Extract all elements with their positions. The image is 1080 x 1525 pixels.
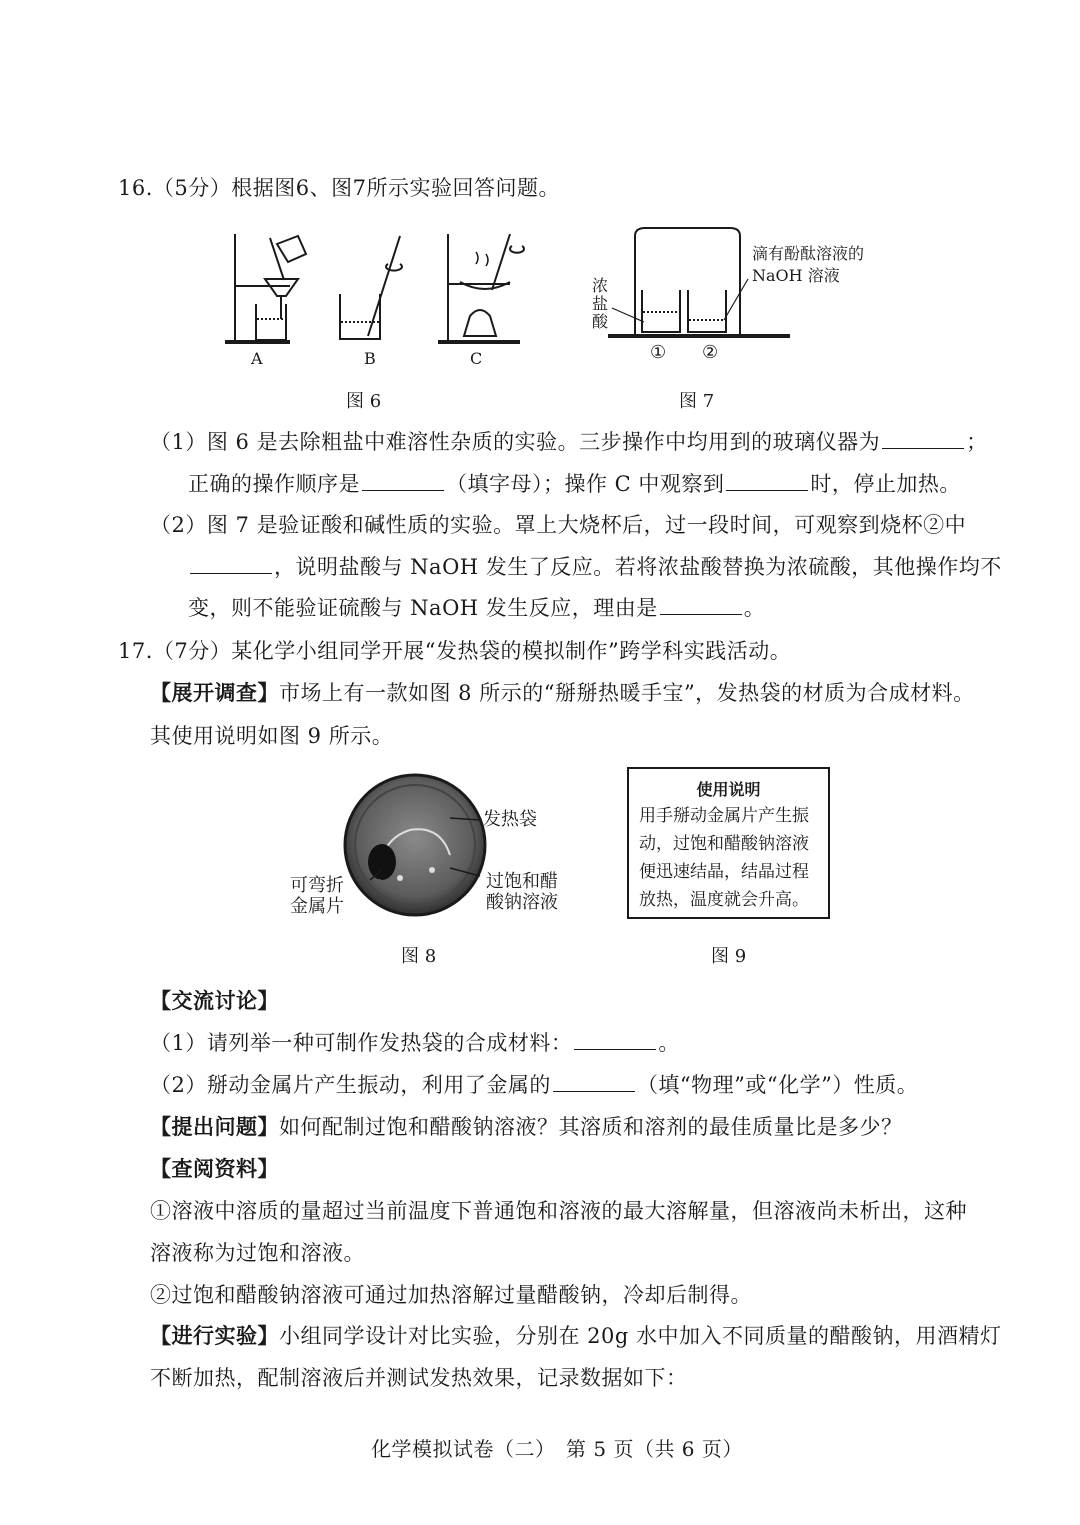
q16-part1-end: ； [966, 430, 988, 454]
section-tag-discussion: 【交流讨论】 [150, 989, 279, 1013]
q16-part1-text-b1: 正确的操作顺序是 [188, 472, 360, 496]
q16-part2-text-b: ，说明盐酸与 NaOH 发生了反应。若将浓盐酸替换为浓硫酸，其他操作均不 [274, 555, 1002, 579]
q17-discuss-1-end: 。 [658, 1031, 680, 1055]
figure-6-caption: 图 6 [346, 391, 382, 412]
q16-part1-line2 [188, 470, 961, 498]
q17-discuss-2-end: （填“物理”或“化学”）性质。 [636, 1073, 919, 1097]
figure-7-acid-label-1: 浓 [592, 276, 609, 295]
figure-6-label-b: B [364, 349, 376, 368]
q17-question-line [150, 1113, 903, 1141]
q17-title: 17.（7分）某化学小组同学开展“发热袋的模拟制作”跨学科实践活动。 [118, 639, 792, 663]
q16-part1-text-b2: （填字母）；操作 C 中观察到 [446, 472, 725, 496]
figure-8-bag-label: 发热袋 [483, 809, 537, 830]
section-tag-experiment: 【进行实验】 [150, 1324, 279, 1348]
answer-blank[interactable] [660, 596, 742, 615]
q16-part2-line1: （2）图 7 是验证酸和碱性质的实验。罩上大烧杯后，过一段时间，可观察到烧杯②中 [150, 513, 967, 537]
figure-6-label-a: A [251, 349, 263, 368]
q17-ref-1b: 溶液称为过饱和溶液。 [150, 1241, 365, 1265]
page-footer: 化学模拟试卷（二） 第 5 页（共 6 页） [371, 1437, 743, 1461]
q17-experiment-line1 [150, 1322, 1002, 1350]
section-tag-reference: 【查阅资料】 [150, 1157, 279, 1181]
q16-part1-line1 [150, 428, 988, 456]
section-tag-question: 【提出问题】 [150, 1115, 279, 1139]
q17-ref-2: ②过饱和醋酸钠溶液可通过加热溶解过量醋酸钠，冷却后制得。 [150, 1283, 752, 1307]
answer-blank[interactable] [574, 1031, 656, 1050]
section-tag-survey: 【展开调查】 [150, 681, 279, 705]
q16-part1-text-b3: 时，停止加热。 [810, 472, 961, 496]
q16-part2-line3 [188, 594, 765, 622]
q16-part2-text-c2: 。 [743, 596, 766, 620]
figure-8-solution-label-2: 酸钠溶液 [486, 892, 558, 913]
figure-7-caption: 图 7 [679, 391, 715, 412]
figure-8-metal-label-2: 金属片 [290, 896, 344, 917]
figure-9-line: 动，过饱和醋酸钠溶液 [639, 834, 809, 854]
figure-6-label-c: C [470, 349, 483, 368]
q17-survey-line2: 其使用说明如图 9 所示。 [150, 724, 394, 748]
figure-7-naoh-label-2: NaOH 溶液 [752, 266, 840, 285]
figure-8-metal-label-1: 可弯折 [290, 875, 344, 896]
answer-blank[interactable] [190, 555, 272, 574]
q16-title: 16.（5分）根据图6、图7所示实验回答问题。 [118, 176, 560, 200]
answer-blank[interactable] [882, 430, 964, 449]
figure-9-line: 用手掰动金属片产生振 [639, 806, 809, 826]
q16-part1-text: （1）图 6 是去除粗盐中难溶性杂质的实验。三步操作中均用到的玻璃仪器为 [150, 430, 881, 454]
q17-discuss-2 [150, 1071, 918, 1099]
q17-discuss-2-text: （2）掰动金属片产生振动，利用了金属的 [150, 1073, 551, 1097]
q17-discuss-1-text: （1）请列举一种可制作发热袋的合成材料： [150, 1031, 573, 1055]
figure-8-leader-lines [340, 770, 500, 920]
q17-discuss-1 [150, 1029, 680, 1057]
figure-9-line: 放热，温度就会升高。 [639, 890, 809, 910]
answer-blank[interactable] [553, 1073, 635, 1092]
q17-survey-line1 [150, 679, 975, 707]
figure-9-title: 使用说明 [696, 780, 761, 799]
figure-9-caption: 图 9 [711, 946, 747, 967]
figure-7-beaker-1: ① [650, 342, 667, 363]
figure-7-acid-label-2: 盐 [592, 294, 609, 313]
q16-part2-text-c1: 变，则不能验证硫酸与 NaOH 发生反应，理由是 [188, 596, 658, 620]
q17-survey-text: 市场上有一款如图 8 所示的“掰掰热暖手宝”，发热袋的材质为合成材料。 [279, 681, 975, 705]
answer-blank[interactable] [362, 472, 444, 491]
figure-9-line: 便迅速结晶，结晶过程 [639, 862, 809, 882]
figure-8-caption: 图 8 [401, 946, 437, 967]
figure-7-acid-label-3: 酸 [592, 312, 609, 331]
figure-8-solution-label-1: 过饱和醋 [486, 871, 558, 892]
q17-experiment-line2: 不断加热，配制溶液后并测试发热效果，记录数据如下： [150, 1366, 688, 1390]
figure-7-naoh-label-1: 滴有酚酞溶液的 [752, 244, 865, 263]
figure-7-beaker-2: ② [702, 342, 719, 363]
answer-blank[interactable] [726, 472, 808, 491]
q17-experiment-text-a: 小组同学设计对比实验，分别在 20g 水中加入不同质量的醋酸钠，用酒精灯 [279, 1324, 1002, 1348]
q17-question-text: 如何配制过饱和醋酸钠溶液？其溶质和溶剂的最佳质量比是多少？ [279, 1115, 903, 1139]
q17-ref-1a: ①溶液中溶质的量超过当前温度下普通饱和溶液的最大溶解量，但溶液尚未析出，这种 [150, 1199, 967, 1223]
figure-9-instructions-box [627, 767, 830, 919]
q16-part2-line2 [188, 553, 1002, 581]
